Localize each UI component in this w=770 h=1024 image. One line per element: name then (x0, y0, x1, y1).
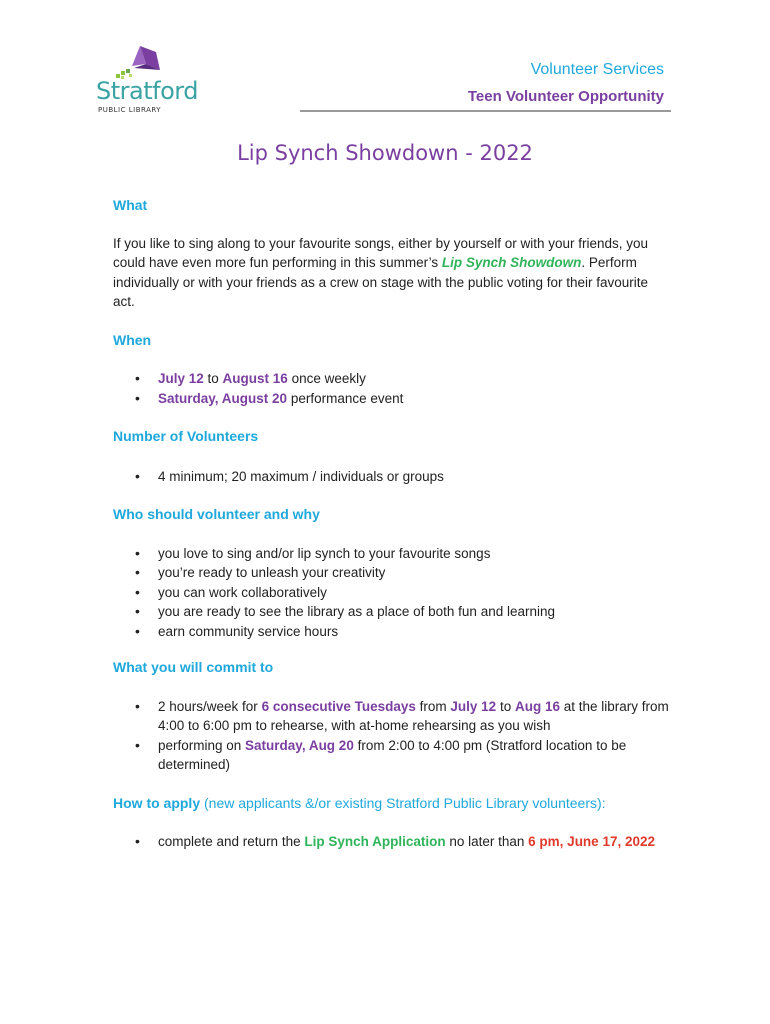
list-item: • you’re ready to unleash your creativity (113, 563, 673, 583)
list-item: • 2 hours/week for 6 consecutive Tuesdays from July 12 to Aug 16 at the library from 4:00 to 6:00 pm to rehearse, with at-home rehearsing as you wish (113, 697, 673, 736)
commit-list (113, 697, 673, 775)
list-item: • performing on Saturday, Aug 20 from 2:00 to 4:00 pm (Stratford location to be determined) (113, 736, 673, 775)
list-item: • 4 minimum; 20 maximum / individuals or groups (113, 467, 673, 487)
who-heading: Who should volunteer and why (113, 506, 320, 522)
list-item: • Saturday, August 20 performance event (113, 389, 673, 409)
what-highlight: Lip Synch Showdown (441, 255, 582, 270)
page-title: Lip Synch Showdown - 2022 (237, 141, 533, 165)
what-heading: What (113, 197, 148, 213)
who-list (113, 544, 673, 642)
what-paragraph (113, 234, 673, 312)
header-volunteer-services: Volunteer Services (530, 61, 664, 78)
volunteers-list (113, 467, 673, 487)
list-item: • earn community service hours (113, 622, 673, 642)
what-text-1: If you like to sing along to your favourite songs, either by yourself or with your friends, you could have even more fun performing in this summer’s (113, 235, 649, 270)
library-logo (94, 44, 214, 120)
list-item: • July 12 to August 16 once weekly (113, 369, 673, 389)
when-heading: When (113, 331, 152, 348)
list-item: • you can work collaboratively (113, 583, 673, 603)
logo-subtitle: PUBLIC LIBRARY (98, 106, 162, 114)
header-divider (300, 110, 671, 112)
logo-name: Stratford (96, 77, 198, 105)
apply-list (113, 832, 673, 852)
apply-heading: How to apply (new applicants &/or existing Stratford Public Library volunteers): (113, 794, 606, 811)
document-body (113, 196, 673, 852)
list-item: • complete and return the Lip Synch Application no later than 6 pm, June 17, 2022 (113, 832, 673, 852)
volunteers-heading: Number of Volunteers (113, 428, 259, 444)
list-item: • you love to sing and/or lip synch to your favourite songs (113, 544, 673, 564)
when-list (113, 369, 673, 408)
header-teen-opportunity: Teen Volunteer Opportunity (467, 88, 664, 105)
commit-heading: What you will commit to (113, 659, 274, 675)
what-text-2: . Perform individually or with your friends as a crew on stage with the public voting for their favourite act. (113, 255, 649, 309)
list-item: • you are ready to see the library as a place of both fun and learning (113, 602, 673, 622)
